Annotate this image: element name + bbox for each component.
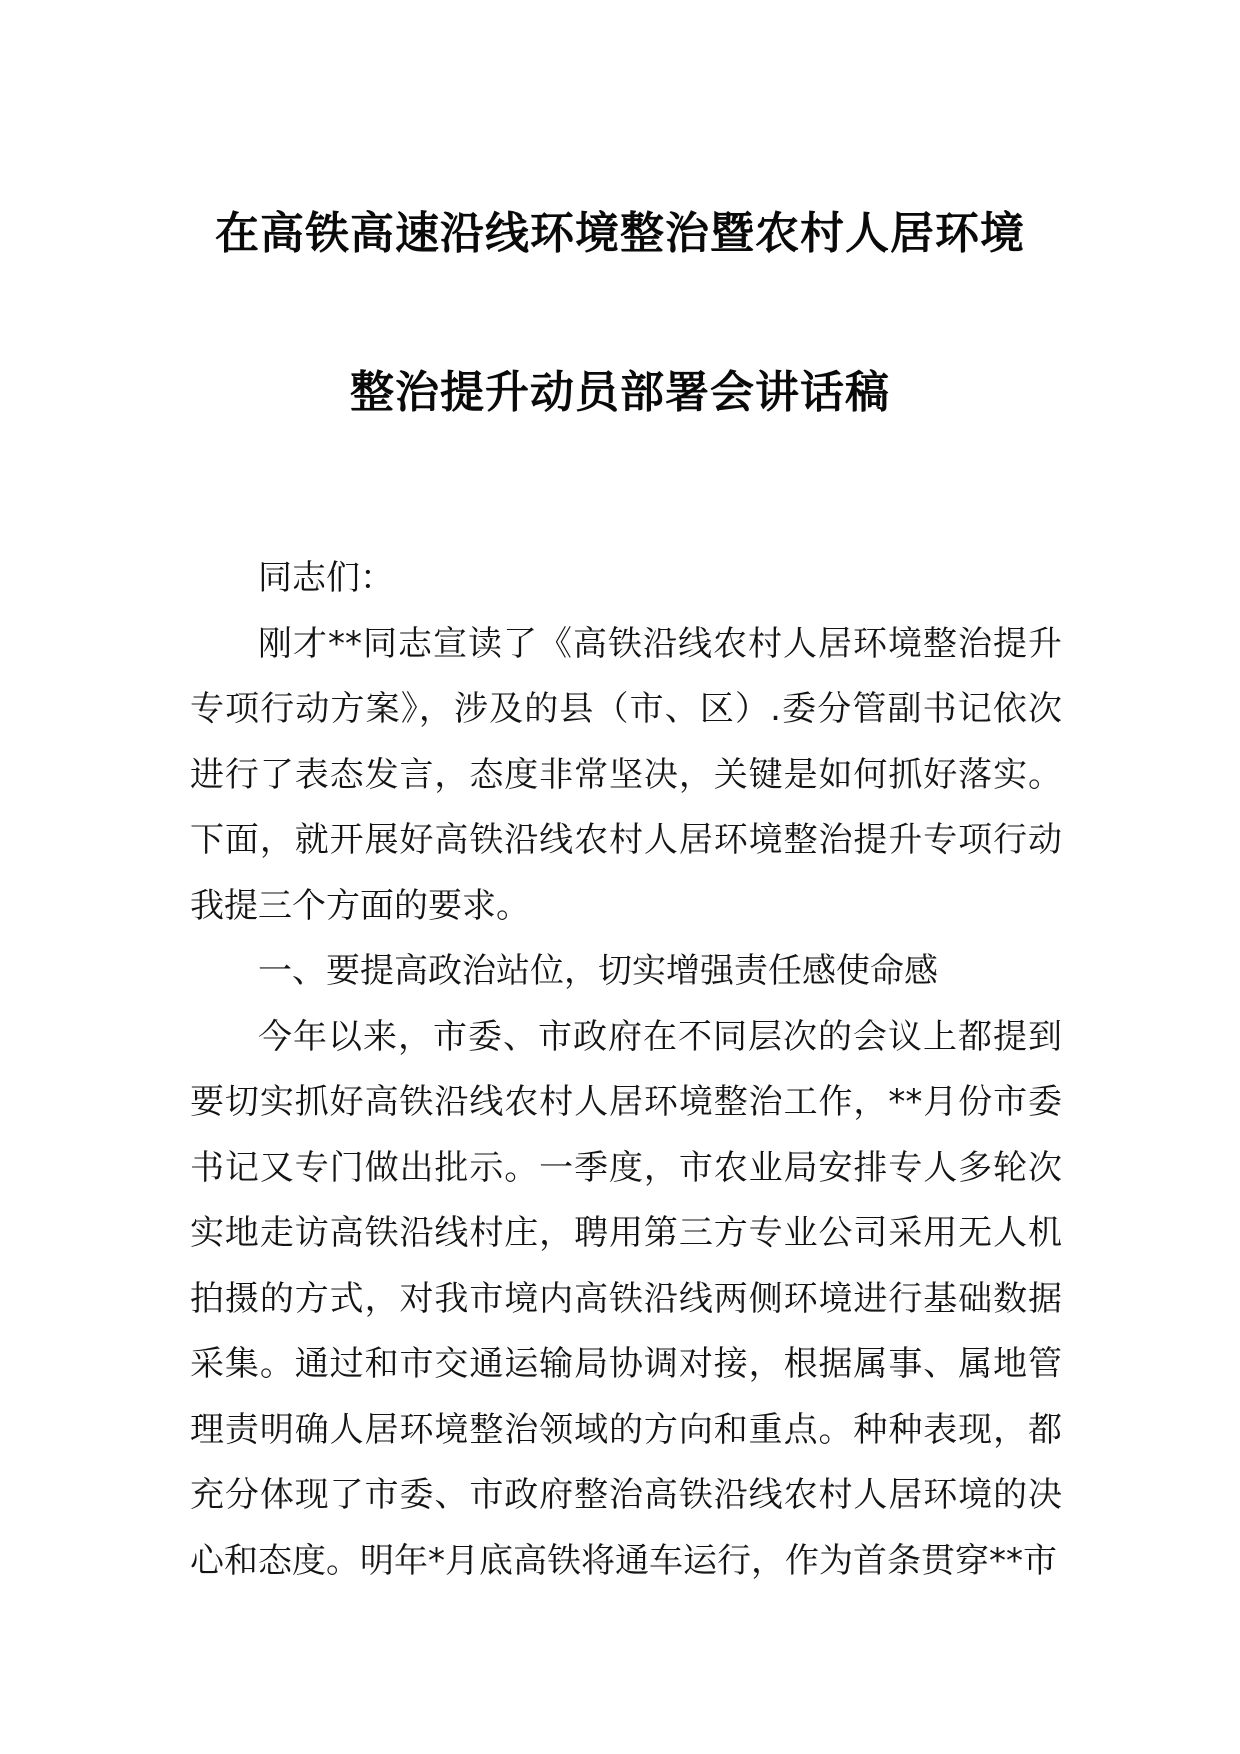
section-heading-1: 一、要提高政治站位，切实增强责任感使命感 xyxy=(258,951,938,991)
salutation: 同志们： xyxy=(258,558,394,598)
paragraph-intro: 刚才**同志宣读了《高铁沿线农村人居环境整治提升专项行动方案》，涉及的县（市、区）.委分管副书记依次进行了表态发言，态度非常坚决，关键是如何抓好落实。下面，就开展好高铁沿线农村人居环境整治提升专项行动我提三个方面的要求。 xyxy=(190,623,1062,926)
paragraph-section-1: 今年以来，市委、市政府在不同层次的会议上都提到要切实抓好高铁沿线农村人居环境整治工作，**月份市委书记又专门做出批示。一季度，市农业局安排专人多轮次实地走访高铁沿线村庄，聘用第三方专业公司采用无人机拍摄的方式，对我市境内高铁沿线两侧环境进行基础数据采集。通过和市交通运输局协调对接，根据属事、属地管理责明确人居环境整治领域的方向和重点。种种表现，都充分体现了市委、市政府整治高铁沿线农村人居环境的决心和态度。明年*月底高铁将通车运行，作为首条贯穿**市 xyxy=(190,1016,1062,1581)
document-title-line-1: 在高铁高速沿线环境整治暨农村人居环境 xyxy=(215,208,1025,259)
document-title-line-2: 整治提升动员部署会讲话稿 xyxy=(350,367,890,418)
document-body xyxy=(190,546,1062,1594)
